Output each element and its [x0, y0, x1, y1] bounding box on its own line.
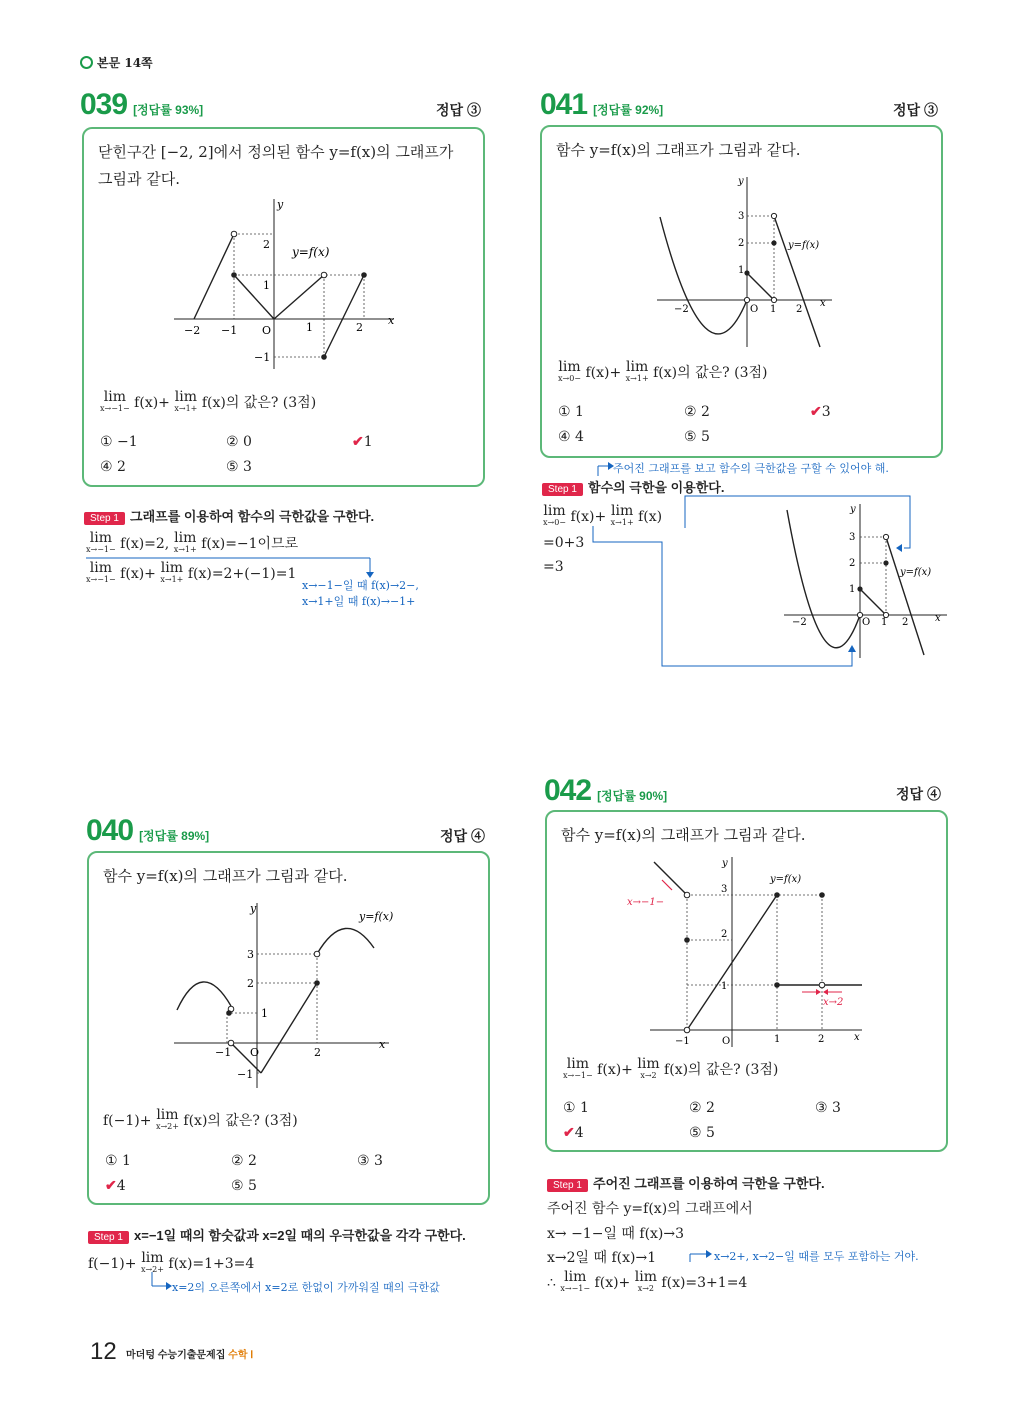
curve-041-solution: [787, 510, 924, 655]
tick-label: −2: [792, 617, 807, 628]
tick-label: 3: [721, 884, 728, 895]
tick-label: 1: [306, 321, 313, 334]
problem-number: 040: [86, 814, 134, 847]
section-tag-text: 본문 14쪽: [97, 56, 153, 70]
step-heading: [84, 506, 374, 525]
x-axis-label: x: [820, 298, 826, 309]
curve-040: [177, 928, 374, 1073]
problem-040-heading: [86, 814, 209, 848]
check-mark-icon: ✔: [810, 404, 822, 420]
problem-039-heading: [80, 88, 203, 122]
tick-label: O: [722, 1036, 731, 1047]
tick-label: 1: [770, 304, 777, 315]
tick-label: 2: [314, 1046, 321, 1059]
step-title: x=−1일 때의 함숫값과 x=2일 때의 우극한값을 각각 구한다.: [134, 1228, 466, 1243]
curve-label: y=f(x): [900, 567, 932, 578]
solution-line: ∴ lim x→−1− f(x)+ lim x→2 f(x)=3+1=4: [547, 1269, 748, 1293]
open-point: [321, 272, 327, 278]
y-axis-label: y: [250, 902, 257, 915]
accuracy-rate: [정답률 89%]: [139, 829, 210, 843]
tick-label: 1: [849, 584, 856, 595]
problem-040-box: [87, 851, 490, 1205]
note-040: x=2의 오른쪽에서 x=2로 한없이 가까워질 때의 극한값: [172, 1281, 440, 1294]
tick-label: 2: [818, 1034, 825, 1045]
choice-1[interactable]: ① 1: [558, 404, 584, 420]
step-badge: Step 1: [84, 512, 125, 525]
choice-3-correct[interactable]: ✔1: [352, 434, 373, 450]
solution-line: x→2일 때 f(x)→1: [547, 1250, 657, 1266]
problem-041-box: [540, 125, 943, 458]
x-axis-label: x: [854, 1032, 860, 1043]
step-title: 그래프를 이용하여 함수의 극한값을 구한다.: [130, 509, 375, 524]
tick-label: 1: [263, 279, 270, 292]
approach-label: x→2: [823, 997, 844, 1008]
approach-label: x→−1−: [627, 897, 665, 908]
book-title: 마더텅 수능기출문제집 수학 Ⅰ: [126, 1350, 254, 1361]
closed-point: [321, 354, 327, 360]
curve-label: y=f(x): [359, 910, 394, 923]
note-connector-042: [686, 1246, 716, 1264]
step-badge: Step 1: [542, 483, 583, 496]
choice-1[interactable]: ① 1: [105, 1153, 131, 1169]
tick-label: 1: [881, 617, 888, 628]
choice-2[interactable]: ② 0: [226, 434, 252, 450]
question-expression: lim x→−1− f(x)+ lim x→1+ f(x)의 값은? (3점): [100, 389, 317, 413]
tick-label: 2: [247, 977, 254, 990]
y-axis-label: y: [738, 176, 744, 187]
graph-041: [652, 172, 842, 352]
choice-5[interactable]: ⑤ 5: [689, 1125, 715, 1141]
problem-042-heading: [544, 774, 667, 808]
tick-label: 1: [261, 1007, 268, 1020]
curve-label: y=f(x): [770, 874, 802, 885]
page-number: 12: [90, 1338, 117, 1365]
solution-line: =0+3: [543, 535, 585, 551]
question-line: 닫힌구간 [−2, 2]에서 정의된 함수 y=f(x)의 그래프가: [98, 143, 454, 161]
tick-label: −2: [184, 324, 201, 337]
check-mark-icon: ✔: [352, 434, 364, 450]
circle-bullet-icon: [80, 56, 93, 69]
choice-3[interactable]: ③ 3: [357, 1153, 383, 1169]
tick-label: O: [750, 304, 759, 315]
question-line: 함수 y=f(x)의 그래프가 그림과 같다.: [556, 141, 801, 159]
tick-label: 2: [263, 238, 270, 251]
answer-label: 정답 ③: [436, 102, 481, 118]
solution-line: x→ −1−일 때 f(x)→3: [547, 1226, 685, 1242]
tick-label: −2: [674, 304, 689, 315]
tick-label: −1: [254, 351, 271, 364]
answer-label: 정답 ④: [896, 786, 941, 802]
tick-label: 2: [738, 238, 745, 249]
note-connector-040: [148, 1272, 172, 1294]
tick-label: O: [250, 1046, 260, 1059]
tick-label: 3: [849, 532, 856, 543]
answer-label: 정답 ③: [893, 102, 938, 118]
question-line: 그림과 같다.: [98, 170, 180, 188]
curve-label: y=f(x): [788, 240, 820, 251]
x-axis-label: x: [388, 314, 395, 327]
choice-4-correct[interactable]: ✔4: [105, 1178, 126, 1194]
tick-label: O: [262, 324, 272, 337]
choice-1[interactable]: ① −1: [100, 434, 138, 450]
tick-label: O: [862, 617, 871, 628]
question-line: 함수 y=f(x)의 그래프가 그림과 같다.: [561, 826, 806, 844]
accuracy-rate: [정답률 93%]: [133, 103, 204, 117]
step-badge: Step 1: [547, 1179, 588, 1192]
tick-label: −1: [237, 1068, 254, 1081]
curve-label: y=f(x): [292, 245, 330, 259]
choice-3[interactable]: ③ 3: [815, 1100, 841, 1116]
hint-041: 주어진 그래프를 보고 함수의 극한값을 구할 수 있어야 해.: [613, 462, 889, 475]
solution-line: lim x→−1− f(x)=2, lim x→1+ f(x)=−1이므로: [86, 530, 299, 554]
curve-041: [660, 216, 820, 347]
accuracy-rate: [정답률 90%]: [597, 789, 668, 803]
tick-label: −1: [221, 324, 238, 337]
tick-label: −1: [215, 1046, 232, 1059]
tick-label: 1: [774, 1034, 781, 1045]
step-heading: [547, 1173, 825, 1192]
tick-label: 2: [796, 304, 803, 315]
choice-5[interactable]: ⑤ 5: [231, 1178, 257, 1194]
tick-label: 3: [738, 211, 745, 222]
x-axis-label: x: [935, 613, 941, 624]
y-axis-label: y: [850, 504, 856, 515]
accuracy-rate: [정답률 92%]: [593, 103, 664, 117]
choice-4[interactable]: ④ 4: [558, 429, 584, 445]
step-title: 함수의 극한을 이용한다.: [588, 480, 725, 495]
problem-041-heading: [540, 88, 663, 122]
open-point: [231, 231, 237, 237]
choice-5[interactable]: ⑤ 3: [226, 459, 252, 475]
solution-line: f(−1)+ lim x→2+ f(x)=1+3=4: [88, 1250, 255, 1274]
graph-042: [622, 852, 872, 1052]
tick-label: 3: [247, 948, 254, 961]
step-title: 주어진 그래프를 이용하여 극한을 구한다.: [593, 1176, 825, 1191]
choice-1[interactable]: ① 1: [563, 1100, 589, 1116]
solution-line: 주어진 함수 y=f(x)의 그래프에서: [547, 1201, 753, 1217]
graph-040: [169, 898, 419, 1098]
choice-2[interactable]: ② 2: [231, 1153, 257, 1169]
choice-3-correct[interactable]: ✔3: [810, 404, 831, 420]
problem-number: 042: [544, 774, 592, 807]
y-axis-label: y: [277, 198, 284, 211]
problem-number: 039: [80, 88, 128, 121]
solution-line: =3: [543, 559, 564, 575]
y-axis-label: y: [722, 858, 728, 869]
section-tag: [80, 54, 153, 71]
choice-2[interactable]: ② 2: [689, 1100, 715, 1116]
check-mark-icon: ✔: [105, 1178, 117, 1194]
choice-4-correct[interactable]: ✔4: [563, 1125, 584, 1141]
question-expression: lim x→0− f(x)+ lim x→1+ f(x)의 값은? (3점): [558, 359, 768, 383]
check-mark-icon: ✔: [563, 1125, 575, 1141]
x-axis-label: x: [379, 1038, 386, 1051]
note-039: x→−1−일 때 f(x)→2−, x→1+일 때 f(x)→−1+: [302, 579, 419, 608]
tick-label: 1: [721, 981, 728, 992]
tick-label: 2: [356, 321, 363, 334]
step-heading: [88, 1225, 466, 1244]
closed-point: [361, 272, 367, 278]
tick-label: 2: [902, 617, 909, 628]
tick-label: 2: [721, 929, 728, 940]
step-badge: Step 1: [88, 1231, 129, 1244]
tick-label: 1: [738, 265, 745, 276]
tick-label: −1: [675, 1036, 690, 1047]
question-expression: f(−1)+ lim x→2+ f(x)의 값은? (3점): [103, 1107, 298, 1131]
choice-5[interactable]: ⑤ 5: [684, 429, 710, 445]
answer-label: 정답 ④: [440, 828, 485, 844]
curve-039: [194, 234, 364, 357]
solution-line: lim x→0− f(x)+ lim x→1+ f(x): [543, 503, 663, 527]
note-042: x→2+, x→2−일 때를 모두 포함하는 거야.: [714, 1250, 919, 1263]
problem-039-box: [82, 127, 485, 487]
tick-label: 2: [849, 558, 856, 569]
question-expression: lim x→−1− f(x)+ lim x→2 f(x)의 값은? (3점): [563, 1056, 779, 1080]
question-line: 함수 y=f(x)의 그래프가 그림과 같다.: [103, 867, 348, 885]
problem-042-box: [545, 810, 948, 1152]
choice-4[interactable]: ④ 2: [100, 459, 126, 475]
choice-2[interactable]: ② 2: [684, 404, 710, 420]
graph-039: [164, 194, 404, 374]
solution-line: lim x→−1− f(x)+ lim x→1+ f(x)=2+(−1)=1: [86, 560, 297, 584]
note-connector-039: [84, 556, 384, 580]
closed-point: [231, 272, 237, 278]
problem-number: 041: [540, 88, 588, 121]
graph-041-solution: [782, 500, 952, 660]
